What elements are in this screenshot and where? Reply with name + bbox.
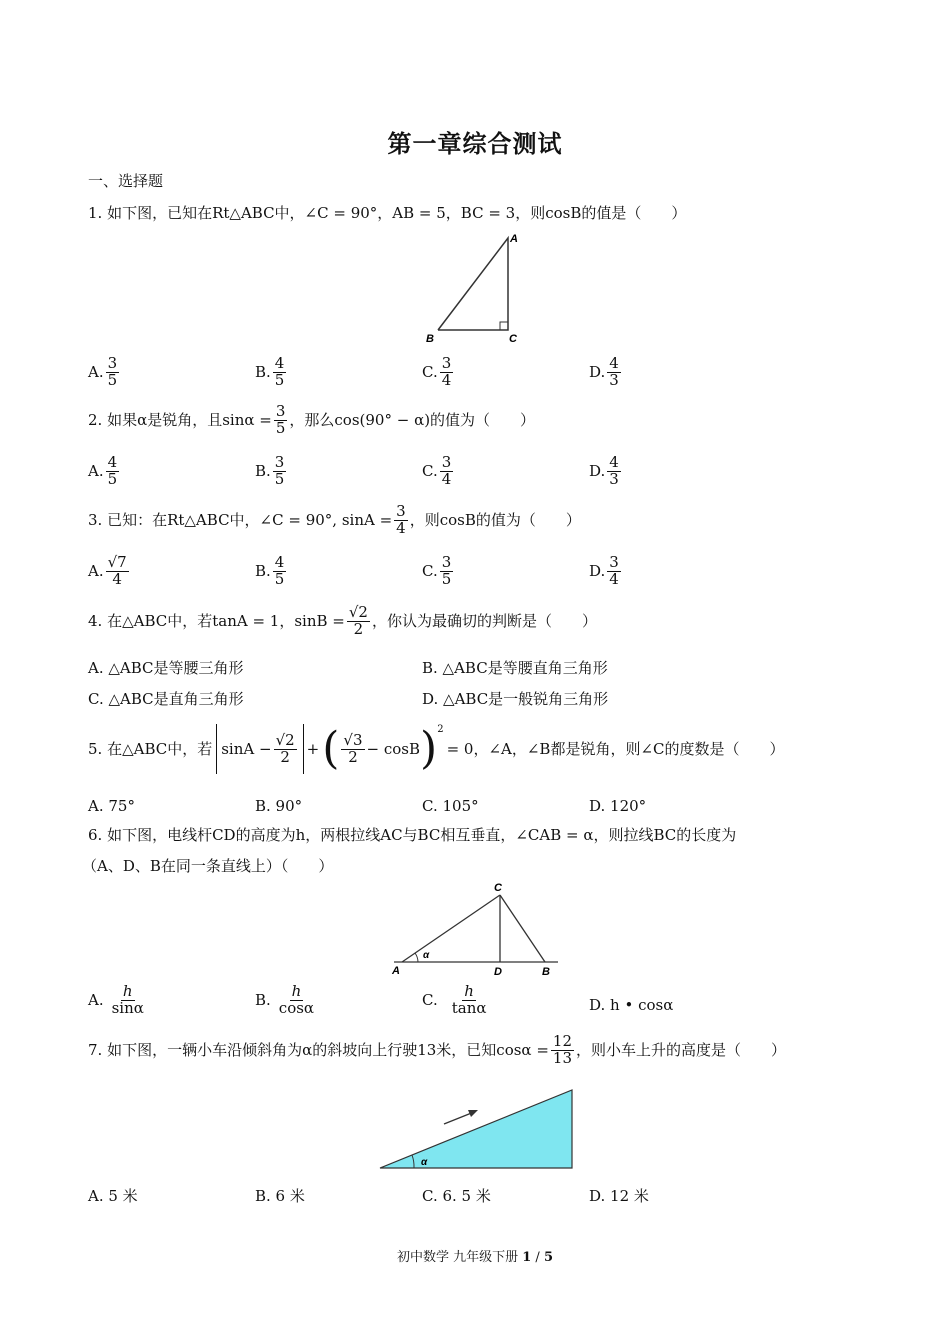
q3-option-b[interactable] xyxy=(255,555,288,588)
option-label: C. xyxy=(422,991,438,1010)
option-label: D. xyxy=(589,562,606,581)
q5-option-a[interactable]: A. 75° xyxy=(88,797,135,815)
q2-option-d[interactable] xyxy=(589,455,623,488)
denominator: 4 xyxy=(112,569,122,588)
denominator: 5 xyxy=(107,469,118,488)
numerator: √2 xyxy=(275,730,295,749)
option-label: B. xyxy=(255,462,271,481)
q5-option-d[interactable]: D. 120° xyxy=(589,797,647,815)
option-label: A. xyxy=(88,991,104,1010)
numerator: 3 xyxy=(274,453,285,471)
q2-options xyxy=(0,455,950,499)
q2-option-c[interactable] xyxy=(422,455,455,488)
q1-option-a[interactable] xyxy=(88,356,121,389)
q1-label-b: B xyxy=(426,333,434,345)
q1-triangle-figure xyxy=(420,228,530,348)
right-paren: ) xyxy=(420,723,438,774)
q6-label-b: B xyxy=(542,966,550,978)
left-paren: ( xyxy=(322,723,340,774)
q6-label-c: C xyxy=(494,882,502,894)
question-5-stem xyxy=(88,722,785,776)
q1-triangle xyxy=(438,238,508,330)
stem-text: ，那么cos(90° − α)的值为（ ） xyxy=(289,411,536,430)
stem-text: 2. 如果α是锐角，且sinα = xyxy=(88,411,272,430)
abs-text: sinA − xyxy=(221,740,272,758)
numerator: 4 xyxy=(107,453,118,471)
option-label: B. xyxy=(255,991,271,1010)
numerator: 4 xyxy=(609,453,619,471)
q4-option-b[interactable]: B. △ABC是等腰直角三角形 xyxy=(422,659,608,677)
exponent: 2 xyxy=(437,724,444,735)
numerator: √7 xyxy=(107,553,127,571)
option-label: D. xyxy=(589,363,606,382)
q5-option-c[interactable]: C. 105° xyxy=(422,797,479,815)
numerator: 3 xyxy=(441,354,452,372)
question-2-stem xyxy=(88,404,535,437)
q2-option-b[interactable] xyxy=(255,455,288,488)
numerator: 3 xyxy=(441,553,452,571)
q3-option-a[interactable] xyxy=(88,555,131,588)
denominator: 5 xyxy=(275,418,286,437)
q1-label-c: C xyxy=(509,333,517,345)
page-separator: / xyxy=(531,1250,544,1265)
q7-direction-arrow-line xyxy=(444,1112,474,1124)
numerator: 4 xyxy=(274,354,285,372)
q6-label-alpha: α xyxy=(423,950,430,961)
q6-angle-arc xyxy=(415,953,418,962)
denominator: 4 xyxy=(441,469,452,488)
denominator: 2 xyxy=(280,747,290,766)
denominator: 4 xyxy=(396,518,406,537)
option-label: B. xyxy=(255,363,271,382)
footer-text: 初中数学 九年级下册 xyxy=(396,1250,523,1265)
q1-option-d[interactable] xyxy=(589,356,623,389)
option-label: C. xyxy=(422,363,438,382)
numerator: √3 xyxy=(343,730,363,749)
option-label: C. xyxy=(422,462,438,481)
numerator: √2 xyxy=(348,603,368,621)
option-label: B. xyxy=(255,562,271,581)
q6-label-d: D xyxy=(494,966,502,978)
q1-option-c[interactable] xyxy=(422,356,455,389)
question-1-stem: 1. 如下图，已知在Rt△ABC中，∠C = 90°，AB = 5，BC = 3，则cosB的值是（ ） xyxy=(88,204,687,222)
denominator: 3 xyxy=(609,370,619,389)
denominator: 5 xyxy=(274,569,285,588)
stem-text: ，则小车上升的高度是（ ） xyxy=(576,1041,787,1060)
q5-option-b[interactable]: B. 90° xyxy=(255,797,303,815)
question-6-stem-line-2: （A、D、B在同一条直线上）（ ） xyxy=(82,857,334,875)
question-3-stem xyxy=(88,504,581,537)
denominator: 2 xyxy=(348,747,358,766)
q6-label-a: A xyxy=(392,965,400,977)
denominator: 5 xyxy=(441,569,452,588)
question-4-stem xyxy=(88,605,597,638)
stem-text: ，则cosB的值为（ ） xyxy=(409,511,581,530)
q6-option-b[interactable] xyxy=(255,984,318,1017)
numerator: 3 xyxy=(609,553,619,571)
q7-slope-figure xyxy=(376,1086,576,1172)
q2-option-a[interactable] xyxy=(88,455,121,488)
q6-wire-bc xyxy=(500,895,545,962)
page-footer xyxy=(0,1246,950,1265)
q6-options xyxy=(0,984,950,1030)
denominator: sinα xyxy=(111,998,144,1017)
q4-option-a[interactable]: A. △ABC是等腰三角形 xyxy=(88,659,244,677)
q7-direction-arrow-icon xyxy=(468,1110,478,1117)
page-title: 第一章综合测试 xyxy=(387,129,563,158)
numerator: 3 xyxy=(107,354,118,372)
q6-option-d[interactable]: D. h • cosα xyxy=(589,996,674,1014)
numerator: 3 xyxy=(275,402,286,420)
numerator: 3 xyxy=(396,502,406,520)
section-heading: 一、选择题 xyxy=(88,172,164,190)
q7-option-a[interactable]: A. 5 米 xyxy=(88,1187,138,1205)
q3-option-c[interactable] xyxy=(422,555,455,588)
q7-slope-triangle xyxy=(380,1090,572,1168)
paren-text: − cosB xyxy=(366,740,421,758)
q7-option-d[interactable]: D. 12 米 xyxy=(589,1187,649,1205)
q4-option-d[interactable]: D. △ABC是一般锐角三角形 xyxy=(422,690,609,708)
page-total: 5 xyxy=(543,1250,553,1265)
stem-text: 5. 在△ABC中，若 xyxy=(88,740,213,758)
stem-text: 7. 如下图，一辆小车沿倾斜角为α的斜坡向上行驶13米，已知cosα = xyxy=(88,1041,549,1060)
denominator: tanα xyxy=(451,998,487,1017)
denominator: 2 xyxy=(353,619,364,638)
q7-label-alpha: α xyxy=(421,1157,428,1168)
denominator: 13 xyxy=(552,1048,572,1067)
q6-option-a[interactable] xyxy=(88,984,148,1017)
q1-options xyxy=(0,356,950,400)
question-7-stem xyxy=(88,1034,786,1067)
question-6-stem-line-1: 6. 如下图，电线杆CD的高度为h，两根拉线AC与BC相互垂直，∠CAB = α，则拉线BC的长度为 xyxy=(88,826,737,844)
numerator: h xyxy=(291,982,302,1000)
q7-option-b[interactable]: B. 6 米 xyxy=(255,1187,305,1205)
option-label: D. xyxy=(589,462,606,481)
stem-text: = 0，∠A，∠B都是锐角，则∠C的度数是（ ） xyxy=(446,740,785,758)
q6-wire-ac xyxy=(402,895,500,962)
denominator: 5 xyxy=(107,370,118,389)
page-number: 1 xyxy=(522,1250,532,1265)
q6-pole-figure xyxy=(388,878,563,978)
option-label: A. xyxy=(88,562,104,581)
q4-option-c[interactable]: C. △ABC是直角三角形 xyxy=(88,690,244,708)
q3-options xyxy=(0,555,950,599)
q3-option-d[interactable] xyxy=(589,555,623,588)
denominator: 4 xyxy=(609,569,619,588)
numerator: 4 xyxy=(609,354,619,372)
denominator: cosα xyxy=(278,998,315,1017)
q6-option-c[interactable] xyxy=(422,984,490,1017)
numerator: 12 xyxy=(552,1032,572,1050)
option-label: A. xyxy=(88,363,104,382)
numerator: 4 xyxy=(274,553,285,571)
stem-text: 3. 已知：在Rt△ABC中，∠C = 90°, sinA = xyxy=(88,511,393,530)
numerator: 3 xyxy=(441,453,452,471)
option-label: A. xyxy=(88,462,104,481)
numerator: h xyxy=(122,982,133,1000)
q7-option-c[interactable]: C. 6. 5 米 xyxy=(422,1187,491,1205)
stem-text: ，你认为最确切的判断是（ ） xyxy=(371,612,597,631)
denominator: 5 xyxy=(274,370,285,389)
q1-label-a: A xyxy=(510,233,518,245)
absolute-value xyxy=(216,724,303,774)
numerator: h xyxy=(464,982,474,1000)
q1-right-angle-mark xyxy=(500,322,508,330)
stem-text: 4. 在△ABC中，若tanA = 1，sinB = xyxy=(88,612,345,631)
denominator: 4 xyxy=(441,370,452,389)
option-label: C. xyxy=(422,562,438,581)
denominator: 3 xyxy=(609,469,619,488)
q1-option-b[interactable] xyxy=(255,356,288,389)
plus-sign: + xyxy=(306,740,320,758)
denominator: 5 xyxy=(274,469,285,488)
